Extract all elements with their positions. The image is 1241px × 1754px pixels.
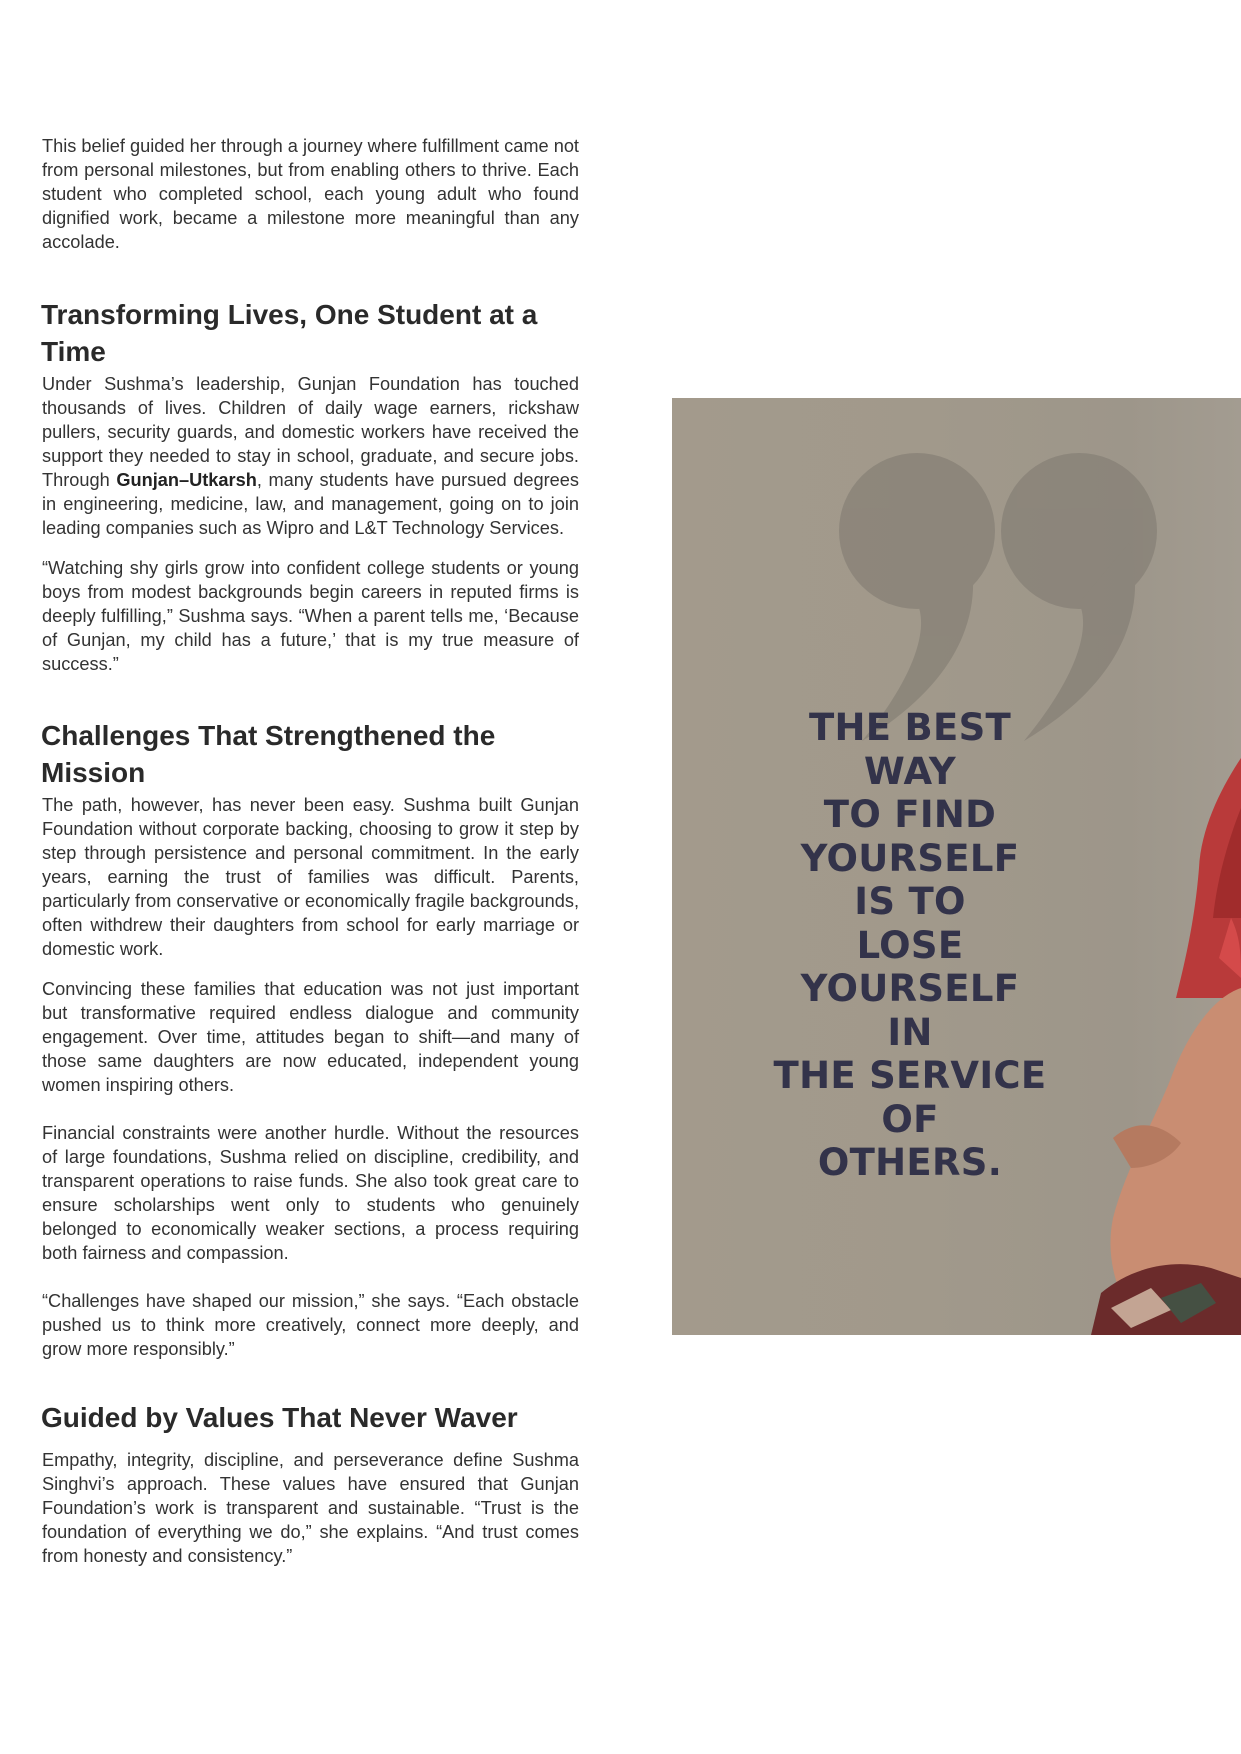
pull-quote-line: IN <box>887 1010 933 1054</box>
pull-quote-line: THE SERVICE <box>773 1054 1047 1097</box>
heading-values: Guided by Values That Never Waver <box>41 1402 518 1433</box>
pull-quote-line: TO FIND <box>823 793 997 836</box>
transforming-paragraph-1 <box>42 372 579 540</box>
pull-quote-text <box>772 706 1048 1185</box>
transforming-paragraph-1-end: , many students have pursued degrees in engineering, medicine, law, and management, going on to join leading companies such as Wipro and L&T Technology Services. <box>42 470 579 538</box>
intro-paragraph: This belief guided her through a journey where fulfillment came not from personal milestones, but from enabling others to thrive. Each student who completed school, each young adult who found dignified work, became a milestone more meaningful than any accolade. <box>42 136 579 252</box>
heading-transforming-lives: Transforming Lives, One Student at a Time <box>41 299 538 367</box>
pull-quote-line: YOURSELF <box>800 836 1020 880</box>
pull-quote-line: YOURSELF <box>800 967 1020 1010</box>
portrait-photo-fragment <box>1091 398 1241 1335</box>
pull-quote-line: IS TO <box>854 880 966 923</box>
transforming-paragraph-1-start: Under Sushma’s leadership, Gunjan Foundation has touched thousands of lives. Children of daily wage earners, rickshaw pullers, security guards, and domestic workers have received the support they needed to stay in school, graduate, and secure jobs. Through <box>42 374 579 490</box>
pull-quote-line: OF <box>881 1097 939 1141</box>
challenges-paragraph-3: Financial constraints were another hurdle. Without the resources of large foundations, Sushma relied on discipline, credibility, and transparent operations to raise funds. She also took great care to ensure scholarships went only to students who genuinely belonged to economically weaker sections, a process requiring both fairness and compassion. <box>42 1123 579 1263</box>
pull-quote-panel <box>672 398 1241 1335</box>
program-name-gunjan-utkarsh: Gunjan–Utkarsh <box>116 470 257 490</box>
pull-quote-line: WAY <box>864 749 956 793</box>
values-paragraph-1: Empathy, integrity, discipline, and perseverance define Sushma Singhvi’s approach. These values have ensured that Gunjan Foundation’s work is transparent and sustainable. “Trust is the foundation of everything we do,” she explains. “And trust comes from honesty and consistency.” <box>42 1450 579 1566</box>
heading-challenges: Challenges That Strengthened the Mission <box>41 720 496 788</box>
challenges-paragraph-4: “Challenges have shaped our mission,” she says. “Each obstacle pushed us to think more creatively, connect more deeply, and grow more responsibly.” <box>42 1291 579 1359</box>
challenges-paragraph-1: The path, however, has never been easy. Sushma built Gunjan Foundation without corporate backing, choosing to grow it step by step through persistence and personal commitment. In the early years, earning the trust of families was difficult. Parents, particularly from conservative or economically fragile backgrounds, often withdrew their daughters from school for early marriage or domestic work. <box>42 795 579 959</box>
pull-quote-line: THE BEST <box>808 706 1012 749</box>
challenges-paragraph-2: Convincing these families that education was not just important but transformative required endless dialogue and community engagement. Over time, attitudes began to shift—and many of those same daughters are now educated, independent young women inspiring others. <box>42 979 579 1095</box>
pull-quote-line: LOSE <box>856 923 964 967</box>
article-column <box>42 134 579 1568</box>
pull-quote-line: OTHERS. <box>817 1141 1003 1184</box>
transforming-paragraph-2: “Watching shy girls grow into confident college students or young boys from modest backgrounds begin careers in reputed firms is deeply fulfilling,” Sushma says. “When a parent tells me, ‘Because of Gunjan, my child has a future,’ that is my true measure of success.” <box>42 558 579 674</box>
